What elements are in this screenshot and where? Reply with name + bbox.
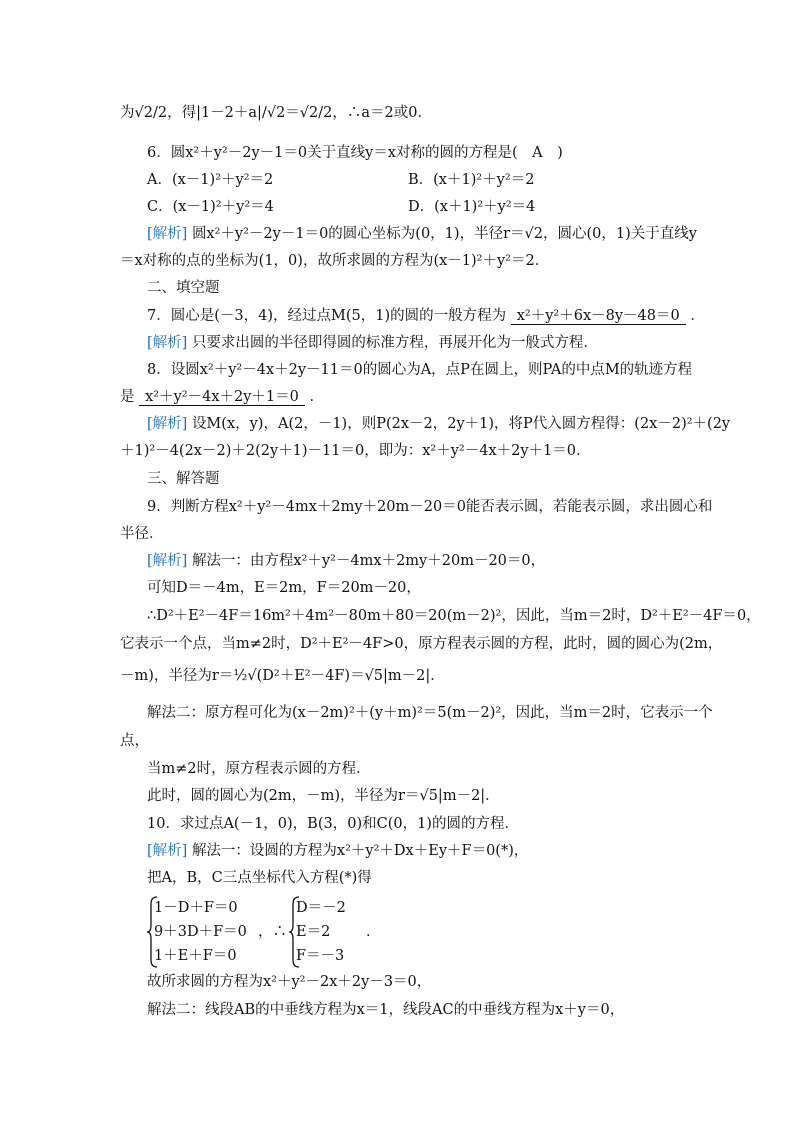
text-line: 解法二：线段AB的中垂线方程为x＝1，线段AC的中垂线方程为x＋y＝0， <box>147 1002 625 1018</box>
text-line: 半径． <box>120 526 164 542</box>
text-line: ＋1)²－4(2x－2)＋2(2y＋1)－11＝0，即为：x²＋y²－4x＋2y＋1＝0． <box>120 443 591 459</box>
question-9: 9．判断方程x²＋y²－4mx＋2my＋20m－20＝0能否表示圆，若能表示圆，求出圆心和 <box>147 499 713 515</box>
text-line: 此时，圆的圆心为(2m，－m)，半径为r＝√5|m－2|． <box>147 788 500 804</box>
question-6: 6．圆x²＋y²－2y－1＝0关于直线y＝x对称的圆的方程是( A ) <box>147 145 563 161</box>
therefore-symbol: ，∴ <box>258 924 287 940</box>
equation-line: D＝－2 <box>296 900 346 916</box>
analysis-text: 圆x²＋y²－2y－1＝0的圆心坐标为(0，1)，半径r＝√2，圆心(0，1)关于直线y <box>191 226 697 242</box>
text-line: ＝x对称的点的坐标为(1，0)，故所求圆的方程为(x－1)²＋y²＝2． <box>120 253 550 269</box>
equation-line: E＝2 <box>296 924 331 940</box>
text-line: 可知D＝－4m，E＝2m，F＝20m－20， <box>147 580 421 596</box>
analysis-line <box>147 839 707 863</box>
analysis-tag: [解析] <box>147 416 188 432</box>
equation-line: 9＋3D＋F＝0 <box>154 924 247 940</box>
text-line: ∴D²＋E²－4F＝16m²＋4m²－80m＋80＝20(m－2)²，因此，当m＝2时，D²＋E²－4F＝0， <box>147 608 761 624</box>
question-text: ． <box>690 308 705 324</box>
text-line: 它表示一个点，当m≠2时，D²＋E²－4F>0，原方程表示圆的方程，此时，圆的圆心为(2m， <box>120 636 723 652</box>
text-line: 解法二：原方程可化为(x－2m)²＋(y＋m)²＝5(m－2)²，因此，当m＝2时，它表示一个 <box>147 705 713 721</box>
analysis-text: 解法一：由方程x²＋y²－4mx＋2my＋20m－20＝0， <box>191 553 546 569</box>
analysis-tag: [解析] <box>147 226 188 242</box>
answer-blank: x²＋y²－4x＋2y＋1＝0 <box>139 389 305 406</box>
analysis-text: 只要求出圆的半径即得圆的标准方程，再展开化为一般式方程． <box>191 335 598 351</box>
analysis-line <box>147 222 707 246</box>
text-line: 把A，B，C三点坐标代入方程(*)得 <box>147 870 372 886</box>
text-line: 当m≠2时，原方程表示圆的方程． <box>147 761 371 777</box>
answer-blank: x²＋y²＋6x－8y－48＝0 <box>511 308 686 325</box>
question-text: 是 <box>120 389 135 405</box>
period: ． <box>366 924 381 940</box>
text-line: 点， <box>120 733 149 749</box>
analysis-line <box>147 549 707 573</box>
option-a: A．(x－1)²＋y²＝2 <box>147 172 274 188</box>
question-text: ． <box>309 389 324 405</box>
analysis-text: 解法一：设圆的方程为x²＋y²＋Dx＋Ey＋F＝0(*)， <box>191 843 529 859</box>
option-c: C．(x－1)²＋y²＝4 <box>147 199 274 215</box>
text-line: 为√2/2，得|1－2＋a|/√2＝√2/2，∴a＝2或0． <box>120 105 432 121</box>
analysis-line <box>147 331 707 355</box>
equation-line: F＝－3 <box>296 948 345 964</box>
analysis-tag: [解析] <box>147 553 188 569</box>
text-line: 故所求圆的方程为x²＋y²－2x＋2y－3＝0， <box>147 974 432 990</box>
analysis-tag: [解析] <box>147 843 188 859</box>
section-heading: 二、填空题 <box>147 280 220 296</box>
analysis-line <box>147 412 731 436</box>
analysis-tag: [解析] <box>147 335 188 351</box>
text-line: －m)，半径为r＝½√(D²＋E²－4F)＝√5|m－2|． <box>120 668 445 684</box>
question-8-answer <box>120 385 680 409</box>
option-b: B．(x＋1)²＋y²＝2 <box>408 172 535 188</box>
equation-line: 1＋E＋F＝0 <box>154 948 237 964</box>
question-7 <box>147 304 707 328</box>
question-text: 7．圆心是(－3，4)，经过点M(5，1)的圆的一般方程为 <box>147 308 507 324</box>
analysis-text: 设M(x，y)，A(2，－1)，则P(2x－2，2y＋1)，将P代入圆方程得：(2x－2)²＋(2y <box>191 416 731 432</box>
equation-system-right <box>296 896 376 968</box>
equation-line: 1－D＋F＝0 <box>154 900 238 916</box>
question-10: 10．求过点A(－1，0)，B(3，0)和C(0，1)的圆的方程． <box>147 816 519 832</box>
section-heading: 三、解答题 <box>147 471 220 487</box>
option-d: D．(x＋1)²＋y²＝4 <box>408 199 536 215</box>
question-8: 8．设圆x²＋y²－4x＋2y－11＝0的圆心为A，点P在圆上，则PA的中点M的轨迹方程 <box>147 362 693 378</box>
